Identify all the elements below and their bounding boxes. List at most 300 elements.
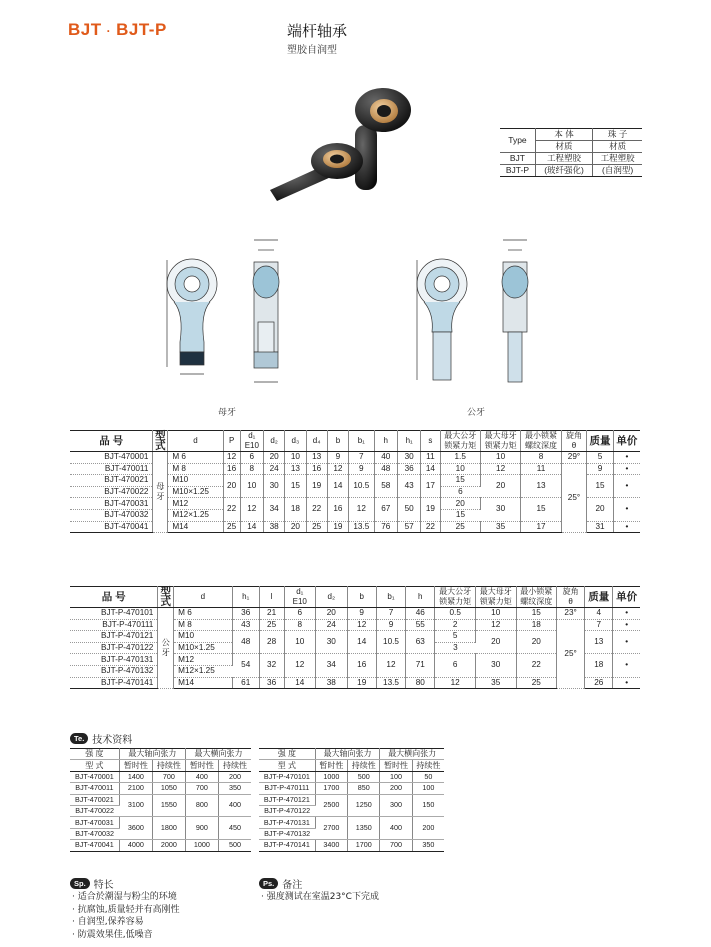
- dim-value: 19: [347, 677, 376, 689]
- mat-ball-bjtp: (自润型): [593, 165, 642, 177]
- table-row: [70, 840, 251, 851]
- strength-value: 1000: [185, 840, 218, 851]
- dim-value: 7: [376, 608, 405, 620]
- col-d1: d₁ E10: [240, 431, 263, 452]
- dim-value: 9: [327, 452, 348, 464]
- strength-value: 700: [152, 771, 185, 782]
- strength-value: 500: [218, 840, 251, 851]
- col-d2-2: d₂: [316, 587, 348, 608]
- dim-value: 76: [374, 521, 397, 533]
- dim-value: 14: [284, 677, 316, 689]
- female-thread-label: 母牙: [218, 408, 237, 418]
- dim-value: 58: [374, 475, 397, 498]
- tech-cont-head: 持续性: [348, 760, 380, 771]
- col-d1-2: d₁ E10: [284, 587, 316, 608]
- table-row: [70, 783, 251, 794]
- dim-value: 10.5: [349, 475, 375, 498]
- dim-value: 15: [521, 498, 561, 521]
- dim-value: 25: [223, 521, 240, 533]
- dim-value: 12: [376, 654, 405, 677]
- col-male-torque-2: 最大公牙 锁紧力矩: [435, 587, 476, 608]
- strength-value: 1550: [152, 794, 185, 817]
- product-code: [68, 20, 167, 40]
- mat-ball-head: 珠 子: [593, 129, 642, 141]
- dim-value: 6: [284, 608, 316, 620]
- dim-value: 9: [347, 608, 376, 620]
- note-item: · 强度测试在室温23°C下完成: [261, 892, 379, 902]
- male-torque: 15: [440, 475, 480, 487]
- dim-value: 28: [259, 631, 284, 654]
- table-row: [70, 452, 640, 464]
- strength-value: 1400: [119, 771, 152, 782]
- dim-value: 40: [374, 452, 397, 464]
- thread-size: M14: [174, 677, 233, 689]
- tech-temp-head: 暂时性: [119, 760, 152, 771]
- table-row: [259, 783, 444, 794]
- part-number: BJT-470011: [70, 783, 119, 794]
- dim-value: 12: [284, 654, 316, 677]
- dim-value: 11: [421, 452, 440, 464]
- thread-size: M10×1.25: [174, 642, 233, 654]
- dim-value: 13: [285, 463, 306, 475]
- tech-cont-head: 持续性: [152, 760, 185, 771]
- col-h1: h₁: [397, 431, 420, 452]
- strength-value: 1050: [152, 783, 185, 794]
- dim-value: 11: [521, 463, 561, 475]
- dim-value: 17: [521, 521, 561, 533]
- dim-value: 10: [480, 452, 520, 464]
- dim-value: 25: [259, 619, 284, 631]
- col-h: h: [374, 431, 397, 452]
- dim-value: 12: [347, 619, 376, 631]
- dim-value: 18: [516, 619, 557, 631]
- price: •: [613, 498, 640, 521]
- mass: 13: [585, 631, 613, 654]
- dim-value: 14: [347, 631, 376, 654]
- dim-value: 22: [306, 498, 327, 521]
- col-d-2: d: [174, 587, 233, 608]
- mat-type-bjtp: BJT-P: [500, 165, 535, 177]
- col-d3: d₃: [285, 431, 306, 452]
- strength-value: 50: [412, 771, 444, 782]
- table-row: [70, 794, 251, 805]
- mass: 7: [585, 619, 613, 631]
- part-number: BJT-470041: [70, 840, 119, 851]
- notes-list: [261, 891, 379, 904]
- table-row: [70, 771, 251, 782]
- col-price: 单价: [613, 431, 640, 452]
- part-number: BJT-470001: [70, 452, 153, 464]
- dim-value: 25: [306, 521, 327, 533]
- tech-temp-head-2: 暂时性: [380, 760, 412, 771]
- strength-value: 500: [348, 771, 380, 782]
- col-female-torque: 最大母牙 锁紧力矩: [480, 431, 520, 452]
- dim-value: 46: [406, 608, 435, 620]
- col-h1-2: h₁: [232, 587, 259, 608]
- dim-value: 20: [264, 452, 285, 464]
- part-number: BJT-470041: [70, 521, 153, 533]
- strength-value: 150: [412, 794, 444, 817]
- price: •: [613, 608, 640, 620]
- dim-value: 38: [264, 521, 285, 533]
- male-torque: 0.5: [435, 608, 476, 620]
- strength-value: 2500: [315, 794, 347, 817]
- features-badge: Sp.: [70, 878, 90, 889]
- dim-value: 22: [421, 521, 440, 533]
- col-price-2: 单价: [613, 587, 640, 608]
- strength-value: 200: [412, 817, 444, 840]
- dim-value: 8: [240, 463, 263, 475]
- notes-badge: Ps.: [259, 878, 278, 889]
- table-row: [259, 817, 444, 828]
- strength-value: 1350: [348, 817, 380, 840]
- part-number: BJT-470021: [70, 475, 153, 487]
- dim-value: 10: [284, 631, 316, 654]
- dim-value: 12: [327, 463, 348, 475]
- dim-value: 10: [475, 608, 516, 620]
- part-number: BJT-P-470132: [259, 828, 315, 839]
- col-male-torque: 最大公牙 锁紧力矩: [440, 431, 480, 452]
- dim-value: 30: [264, 475, 285, 498]
- part-number: BJT-P-470131: [70, 654, 158, 666]
- part-number: BJT-470032: [70, 828, 119, 839]
- col-b1: b₁: [349, 431, 375, 452]
- dim-value: 34: [316, 654, 348, 677]
- tech-radial-head: 最大横向张力: [380, 749, 444, 760]
- col-mass-2: 质量: [585, 587, 613, 608]
- dim-value: 14: [240, 521, 263, 533]
- tech-type-head: 型 式: [259, 760, 315, 771]
- dim-value: 20: [285, 521, 306, 533]
- col-female-torque-2: 最大母牙 锁紧力矩: [475, 587, 516, 608]
- mat-type-bjt: BJT: [500, 153, 535, 165]
- dim-value: 14: [327, 475, 348, 498]
- thread-size: M10: [168, 475, 223, 487]
- table-row: [70, 817, 251, 828]
- mat-ball-bjt: 工程塑胶: [593, 153, 642, 165]
- dim-value: 24: [264, 463, 285, 475]
- dim-value: 32: [259, 654, 284, 677]
- strength-value: 800: [185, 794, 218, 817]
- thread-size: M14: [168, 521, 223, 533]
- col-s: s: [421, 431, 440, 452]
- dim-value: 19: [306, 475, 327, 498]
- dim-value: 35: [480, 521, 520, 533]
- material-table: [500, 128, 642, 177]
- strength-value: 700: [380, 840, 412, 851]
- dim-value: 22: [223, 498, 240, 521]
- table-row: [259, 794, 444, 805]
- part-number: BJT-P-470131: [259, 817, 315, 828]
- dim-value: 20: [516, 631, 557, 654]
- part-number: BJT-470032: [70, 509, 153, 521]
- thread-size: M12: [174, 654, 233, 666]
- type-female: 母牙: [153, 452, 168, 533]
- dim-value: 30: [475, 654, 516, 677]
- thread-size: M10×1.25: [168, 486, 223, 498]
- male-torque: 5: [435, 631, 476, 643]
- part-number: BJT-P-470141: [259, 840, 315, 851]
- part-number: BJT-P-470122: [259, 805, 315, 816]
- strength-value: 400: [380, 817, 412, 840]
- dim-value: 63: [406, 631, 435, 654]
- price: •: [613, 677, 640, 689]
- dim-value: 30: [316, 631, 348, 654]
- col-l-2: l: [259, 587, 284, 608]
- mass: 5: [587, 452, 614, 464]
- dim-value: 12: [475, 619, 516, 631]
- dim-value: 57: [397, 521, 420, 533]
- dim-value: 16: [306, 463, 327, 475]
- dim-value: 25: [516, 677, 557, 689]
- part-number: BJT-P-470101: [259, 771, 315, 782]
- male-torque: 20: [440, 498, 480, 510]
- thread-size: M12: [168, 498, 223, 510]
- dim-value: 10: [285, 452, 306, 464]
- col-thread-depth: 最小锁紧 螺纹深度: [521, 431, 561, 452]
- notes-header: [259, 876, 302, 891]
- col-h-2: h: [406, 587, 435, 608]
- strength-value: 450: [218, 817, 251, 840]
- tech-table-bjt: [70, 748, 251, 852]
- dim-value: 13.5: [349, 521, 375, 533]
- strength-value: 4000: [119, 840, 152, 851]
- strength-value: 100: [380, 771, 412, 782]
- feature-item: · 适合於潮湿与粉尘的环境: [72, 892, 177, 902]
- part-number: BJT-P-470101: [70, 608, 158, 620]
- col-d: d: [168, 431, 223, 452]
- tech-temp-head-2: 暂时性: [185, 760, 218, 771]
- strength-value: 2000: [152, 840, 185, 851]
- dim-value: 36: [397, 463, 420, 475]
- dim-value: 80: [406, 677, 435, 689]
- dim-value: 6: [240, 452, 263, 464]
- dim-value: 20: [475, 631, 516, 654]
- dim-value: 8: [521, 452, 561, 464]
- col-b1-2: b₁: [376, 587, 405, 608]
- thread-size: M 8: [174, 619, 233, 631]
- part-number: BJT-470021: [70, 794, 119, 805]
- price: •: [613, 463, 640, 475]
- strength-value: 900: [185, 817, 218, 840]
- strength-value: 300: [380, 794, 412, 817]
- col-angle-2: 旋角 θ: [557, 587, 585, 608]
- part-number: BJT-P-470121: [70, 631, 158, 643]
- strength-value: 1800: [152, 817, 185, 840]
- code-separator: ·: [106, 23, 112, 38]
- male-torque: 15: [440, 509, 480, 521]
- male-torque: 3: [435, 642, 476, 654]
- part-number: BJT-P-470132: [70, 665, 158, 677]
- col-angle: 旋角 θ: [561, 431, 587, 452]
- dim-value: 36: [259, 677, 284, 689]
- col-b: b: [327, 431, 348, 452]
- code-bjt: BJT: [68, 20, 102, 39]
- dim-value: 20: [316, 608, 348, 620]
- mass: 20: [587, 498, 614, 521]
- strength-value: 3100: [119, 794, 152, 817]
- strength-value: 1700: [315, 783, 347, 794]
- dim-value: 30: [397, 452, 420, 464]
- mat-body-bjtp: (玻纤强化): [535, 165, 592, 177]
- mass: 9: [587, 463, 614, 475]
- dim-value: 30: [480, 498, 520, 521]
- dim-value: 54: [232, 654, 259, 677]
- male-torque: 25: [440, 521, 480, 533]
- male-torque: 6: [440, 486, 480, 498]
- tech-temp-head: 暂时性: [315, 760, 347, 771]
- dim-value: 15: [285, 475, 306, 498]
- dim-value: 36: [232, 608, 259, 620]
- col-d2: d₂: [264, 431, 285, 452]
- dim-value: 34: [264, 498, 285, 521]
- part-number: BJT-470022: [70, 805, 119, 816]
- dim-value: 35: [475, 677, 516, 689]
- dim-value: 8: [284, 619, 316, 631]
- tech-radial-head: 最大横向张力: [185, 749, 251, 760]
- mass: 31: [587, 521, 614, 533]
- strength-value: 400: [185, 771, 218, 782]
- dim-value: 19: [421, 498, 440, 521]
- table-row: [70, 677, 640, 689]
- mass: 18: [585, 654, 613, 677]
- mass: 15: [587, 475, 614, 498]
- price: •: [613, 452, 640, 464]
- dim-value: 10: [240, 475, 263, 498]
- swivel-angle: 25°: [561, 463, 587, 533]
- part-number: BJT-P-470122: [70, 642, 158, 654]
- dim-value: 13: [521, 475, 561, 498]
- male-torque: 1.5: [440, 452, 480, 464]
- col-part-no: 品 号: [70, 431, 153, 452]
- tech-strength-head: 强 度: [259, 749, 315, 760]
- feature-item: · 防震效果佳,低噪音: [72, 929, 153, 940]
- table-row: [259, 771, 444, 782]
- strength-value: 2100: [119, 783, 152, 794]
- tech-strength-head: 强 度: [70, 749, 119, 760]
- tech-axial-head: 最大轴向张力: [119, 749, 185, 760]
- part-number: BJT-P-470111: [70, 619, 158, 631]
- feature-item: · 自润型,保养容易: [72, 917, 144, 927]
- dim-value: 48: [232, 631, 259, 654]
- strength-value: 350: [218, 783, 251, 794]
- part-number: BJT-470011: [70, 463, 153, 475]
- col-thread-depth-2: 最小锁紧 螺纹深度: [516, 587, 557, 608]
- tech-section-header: [70, 731, 132, 746]
- dim-value: 12: [223, 452, 240, 464]
- dim-value: 22: [516, 654, 557, 677]
- col-part-no-2: 品 号: [70, 587, 158, 608]
- strength-value: 3400: [315, 840, 347, 851]
- thread-size: M 6: [174, 608, 233, 620]
- spec-table-male: [70, 586, 640, 689]
- part-number: BJT-470031: [70, 498, 153, 510]
- strength-value: 350: [412, 840, 444, 851]
- dim-value: 14: [421, 463, 440, 475]
- part-number: BJT-P-470141: [70, 677, 158, 689]
- page-subtitle: 塑胶自润型: [287, 45, 337, 56]
- dim-value: 20: [480, 475, 520, 498]
- dim-value: 38: [316, 677, 348, 689]
- tech-table-bjt-p: [259, 748, 444, 852]
- dim-value: 20: [223, 475, 240, 498]
- dim-value: 24: [316, 619, 348, 631]
- dim-value: 43: [397, 475, 420, 498]
- price: •: [613, 475, 640, 498]
- dim-value: 9: [349, 463, 375, 475]
- dim-value: 9: [376, 619, 405, 631]
- tech-title: 技术资料: [92, 735, 133, 746]
- dim-value: 61: [232, 677, 259, 689]
- dim-value: 13: [306, 452, 327, 464]
- male-torque: 12: [435, 677, 476, 689]
- dim-value: 10.5: [376, 631, 405, 654]
- features-list: [72, 891, 180, 941]
- strength-value: 2700: [315, 817, 347, 840]
- type-male: 公牙: [158, 608, 174, 689]
- thread-size: M12×1.25: [168, 509, 223, 521]
- spec-table-female: [70, 430, 640, 533]
- tech-cont-head-2: 持续性: [412, 760, 444, 771]
- tech-axial-head: 最大轴向张力: [315, 749, 380, 760]
- strength-value: 1700: [348, 840, 380, 851]
- dim-value: 18: [285, 498, 306, 521]
- table-row: [70, 654, 640, 666]
- price: •: [613, 619, 640, 631]
- strength-value: 3600: [119, 817, 152, 840]
- strength-value: 1000: [315, 771, 347, 782]
- feature-item: · 抗腐蚀,质量轻并有高刚性: [72, 904, 180, 915]
- dim-value: 71: [406, 654, 435, 677]
- dim-value: 13.5: [376, 677, 405, 689]
- dim-value: 19: [327, 521, 348, 533]
- dim-value: 12: [240, 498, 263, 521]
- col-type: 型式: [153, 431, 168, 452]
- col-p: P: [223, 431, 240, 452]
- tech-type-head: 型 式: [70, 760, 119, 771]
- swivel-angle: 25°: [557, 619, 585, 689]
- dim-value: 16: [347, 654, 376, 677]
- male-thread-label: 公牙: [467, 408, 486, 418]
- thread-size: M12×1.25: [174, 665, 233, 677]
- tech-badge: Te.: [70, 733, 88, 744]
- strength-value: 100: [412, 783, 444, 794]
- table-row: [70, 619, 640, 631]
- col-b-2: b: [347, 587, 376, 608]
- dim-value: 48: [374, 463, 397, 475]
- thread-size: M10: [174, 631, 233, 643]
- strength-value: 200: [218, 771, 251, 782]
- strength-value: 700: [185, 783, 218, 794]
- dim-value: 43: [232, 619, 259, 631]
- dim-value: 17: [421, 475, 440, 498]
- dim-value: 12: [480, 463, 520, 475]
- part-number: BJT-470001: [70, 771, 119, 782]
- male-torque: 2: [435, 619, 476, 631]
- col-d4: d₄: [306, 431, 327, 452]
- features-title: 特长: [93, 880, 114, 891]
- page-title: 端杆轴承: [287, 22, 348, 40]
- swivel-angle: 23°: [557, 608, 585, 620]
- strength-value: 850: [348, 783, 380, 794]
- dim-value: 55: [406, 619, 435, 631]
- thread-size: M 6: [168, 452, 223, 464]
- col-type-2: 型式: [158, 587, 174, 608]
- strength-value: 400: [218, 794, 251, 817]
- dim-value: 12: [349, 498, 375, 521]
- mass: 4: [585, 608, 613, 620]
- table-row: [70, 608, 640, 620]
